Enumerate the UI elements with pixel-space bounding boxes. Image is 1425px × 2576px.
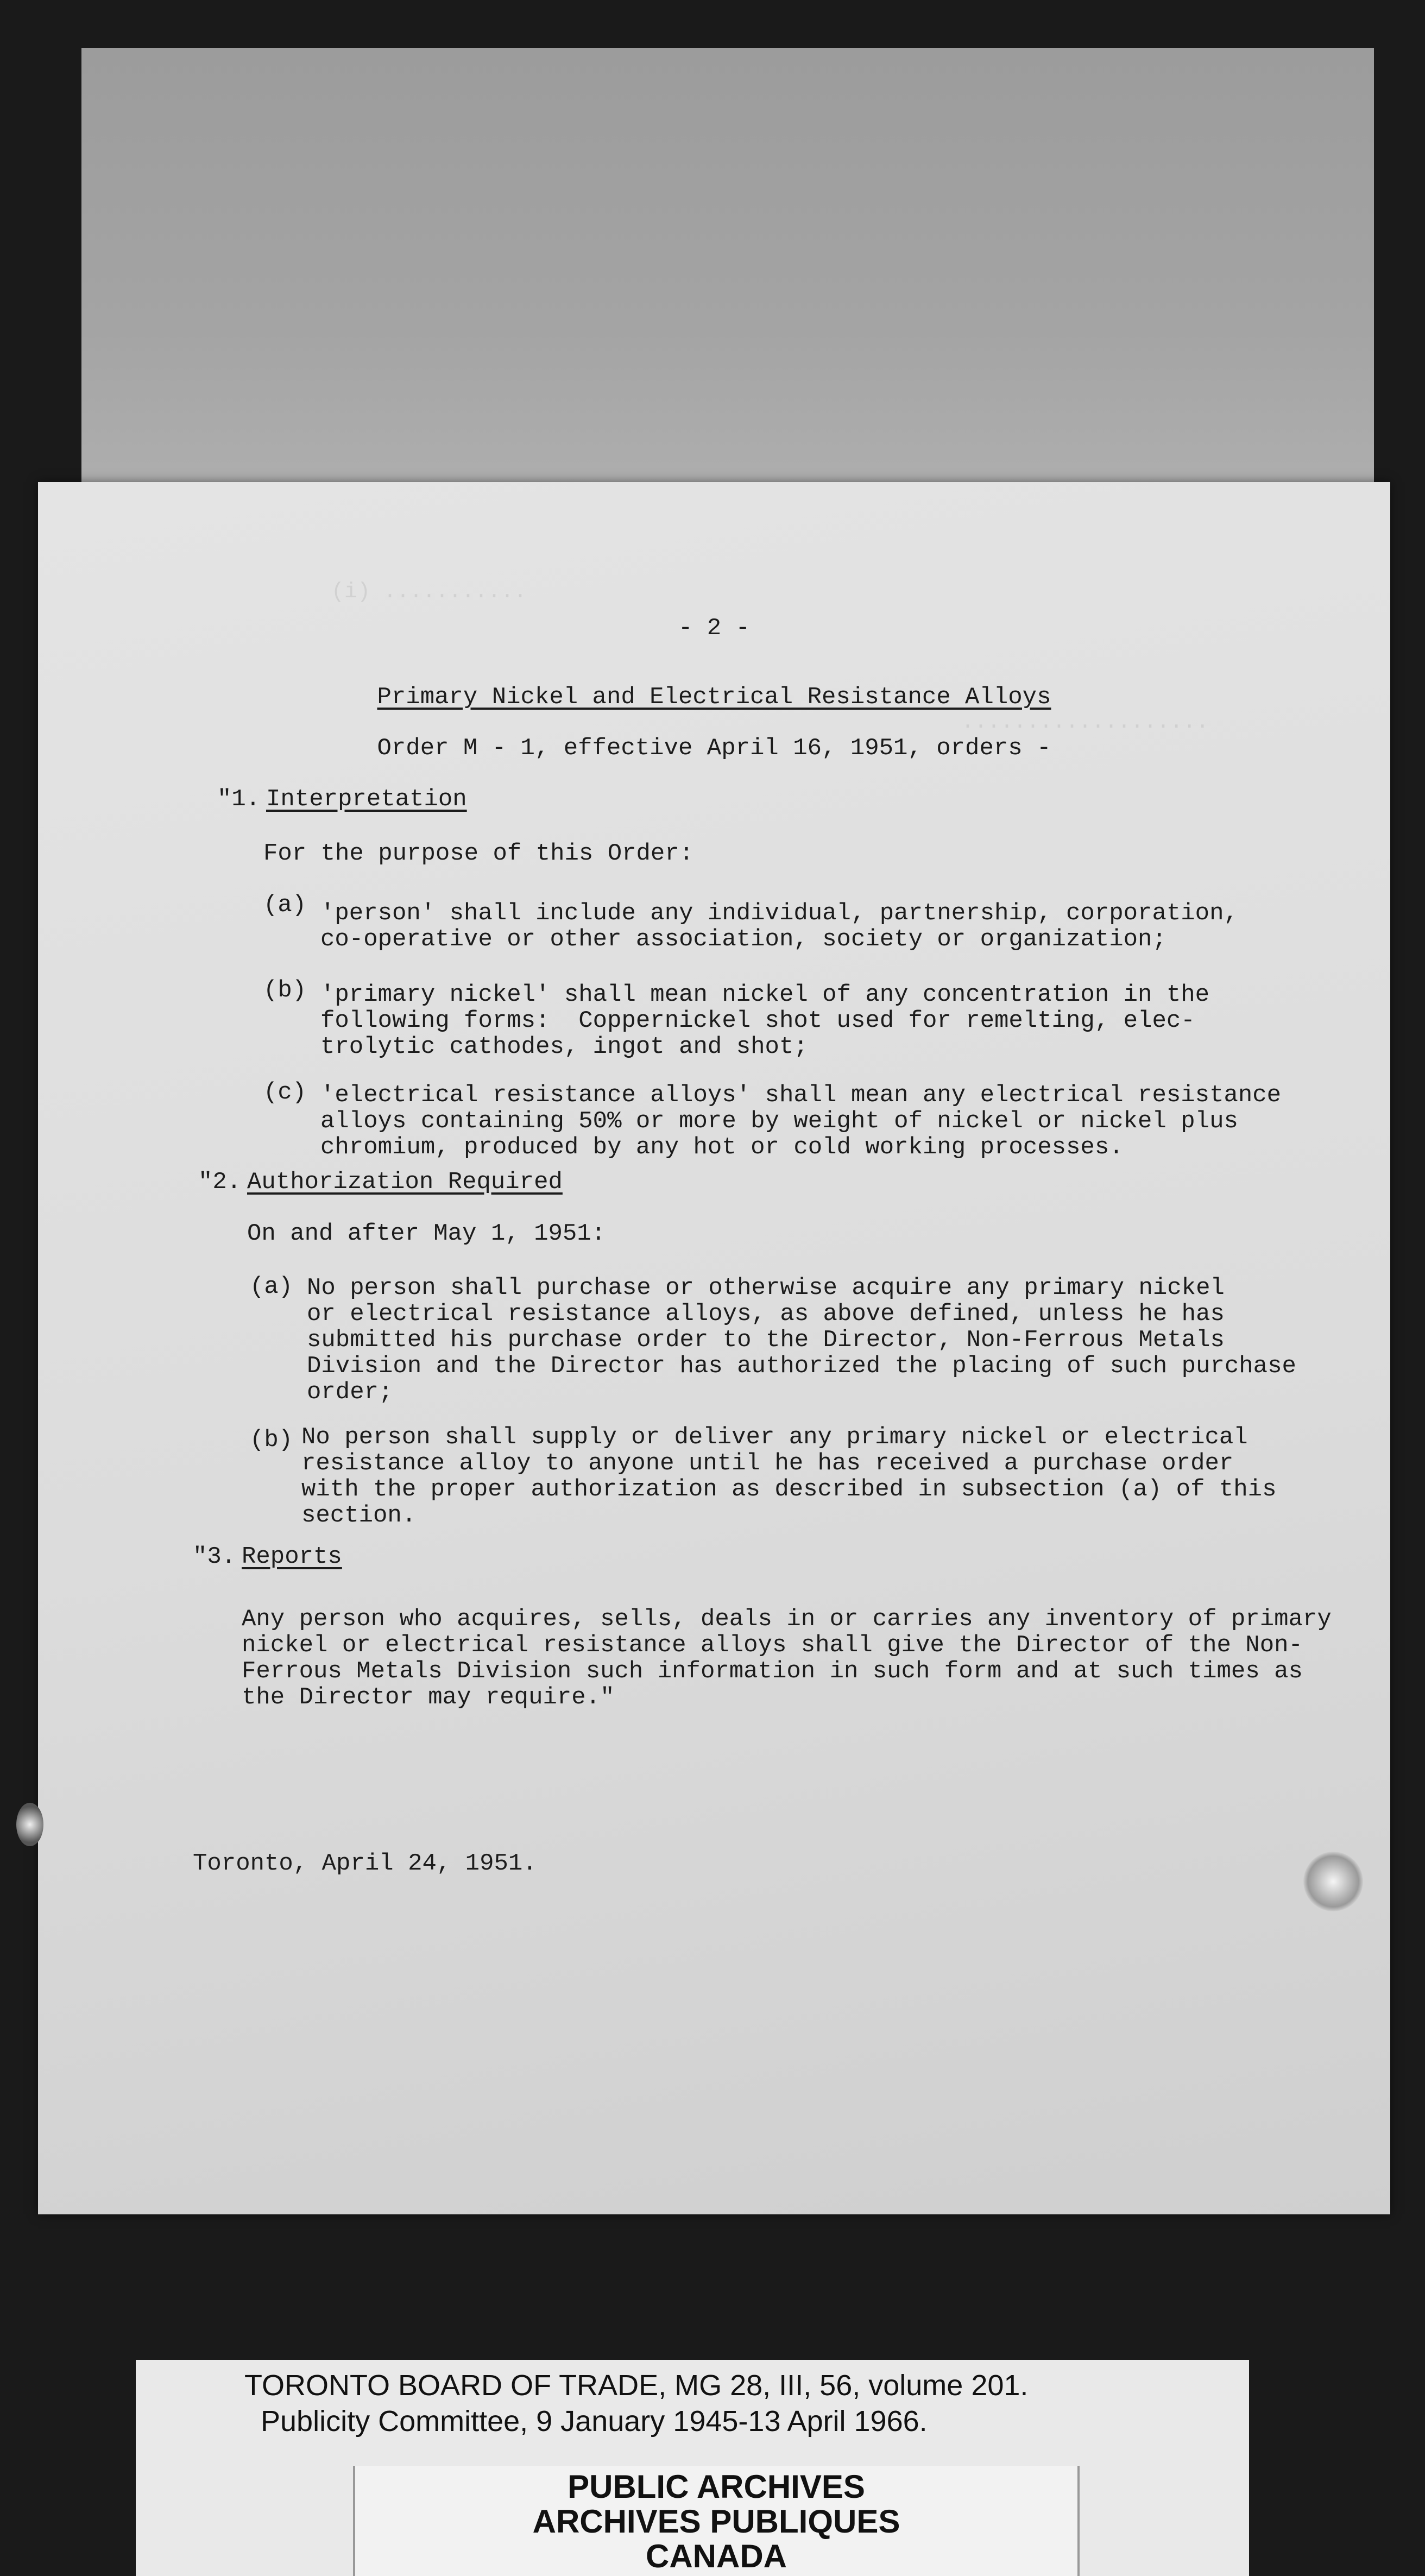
section1-heading: Interpretation xyxy=(266,786,467,813)
bleed-through-mark: (i) ........... xyxy=(331,580,527,604)
section2-heading: Authorization Required xyxy=(247,1169,563,1196)
clause-2b-line: with the proper authorization as described in subsection (a) of this xyxy=(301,1476,1277,1503)
archive-label xyxy=(136,2360,1249,2576)
section3-line: nickel or electrical resistance alloys shall give the Director of the Non- xyxy=(242,1632,1303,1659)
section2-intro: On and after May 1, 1951: xyxy=(247,1220,606,1247)
underlying-sheet xyxy=(81,48,1374,515)
document-page xyxy=(38,482,1390,2214)
stamp-line: ARCHIVES PUBLIQUES xyxy=(532,2503,900,2540)
clause-label: (c) xyxy=(263,1079,307,1106)
clause-label: (a) xyxy=(250,1273,293,1300)
bleed-through-mark: ................... xyxy=(961,710,1209,735)
clause-2b-line: section. xyxy=(301,1502,417,1529)
clause-2a-line: No person shall purchase or otherwise acquire any primary nickel xyxy=(307,1274,1225,1302)
clause-label: (a) xyxy=(263,892,307,919)
clause-label: (b) xyxy=(250,1426,293,1454)
clause-1a-line: 'person' shall include any individual, partnership, corporation, xyxy=(320,900,1238,927)
archives-stamp xyxy=(353,2466,1080,2576)
clause-1c-line: alloys containing 50% or more by weight of nickel or nickel plus xyxy=(320,1108,1238,1135)
stamp-line: PUBLIC ARCHIVES xyxy=(568,2468,865,2505)
section3-heading: Reports xyxy=(242,1543,342,1570)
clause-1b-line: 'primary nickel' shall mean nickel of any concentration in the xyxy=(320,981,1210,1008)
clause-2a-line: or electrical resistance alloys, as above defined, unless he has xyxy=(307,1300,1225,1328)
clause-1b-line: trolytic cathodes, ingot and shot; xyxy=(320,1033,808,1060)
archive-reference-line: Publicity Committee, 9 January 1945-13 April 1966. xyxy=(261,2405,928,2438)
section2-number: "2. xyxy=(198,1169,242,1196)
stamp-line: CANADA xyxy=(646,2538,787,2574)
paper-damage-mark xyxy=(1303,1852,1363,1911)
section3-number: "3. xyxy=(193,1543,236,1570)
clause-2a-line: order; xyxy=(307,1379,393,1406)
clause-1a-line: co-operative or other association, society or organization; xyxy=(320,926,1167,953)
clause-2a-line: Division and the Director has authorized the placing of such purchase xyxy=(307,1353,1296,1380)
clause-2b-line: No person shall supply or deliver any primary nickel or electrical xyxy=(301,1424,1248,1451)
clause-1c-line: chromium, produced by any hot or cold working processes. xyxy=(320,1134,1124,1161)
page-number: - 2 - xyxy=(678,615,751,642)
section3-line: Any person who acquires, sells, deals in or carries any inventory of primary xyxy=(242,1606,1332,1633)
punch-hole-mark xyxy=(16,1803,43,1846)
section1-intro: For the purpose of this Order: xyxy=(263,840,694,867)
clause-label: (b) xyxy=(263,977,307,1004)
dateline: Toronto, April 24, 1951. xyxy=(193,1850,537,1877)
section3-line: Ferrous Metals Division such information in such form and at such times as xyxy=(242,1658,1303,1685)
section1-number: "1. xyxy=(217,786,261,813)
section3-line: the Director may require." xyxy=(242,1684,615,1711)
document-title: Primary Nickel and Electrical Resistance Alloys xyxy=(377,684,1051,711)
page-content xyxy=(38,482,1390,2214)
clause-2a-line: submitted his purchase order to the Director, Non-Ferrous Metals xyxy=(307,1327,1225,1354)
clause-2b-line: resistance alloy to anyone until he has received a purchase order xyxy=(301,1450,1234,1477)
clause-1b-line: following forms: Coppernickel shot used for remelting, elec- xyxy=(320,1007,1195,1034)
clause-1c-line: 'electrical resistance alloys' shall mean any electrical resistance xyxy=(320,1082,1282,1109)
archive-reference-line: TORONTO BOARD OF TRADE, MG 28, III, 56, volume 201. xyxy=(244,2369,1029,2402)
order-line: Order M - 1, effective April 16, 1951, orders - xyxy=(377,735,1051,762)
